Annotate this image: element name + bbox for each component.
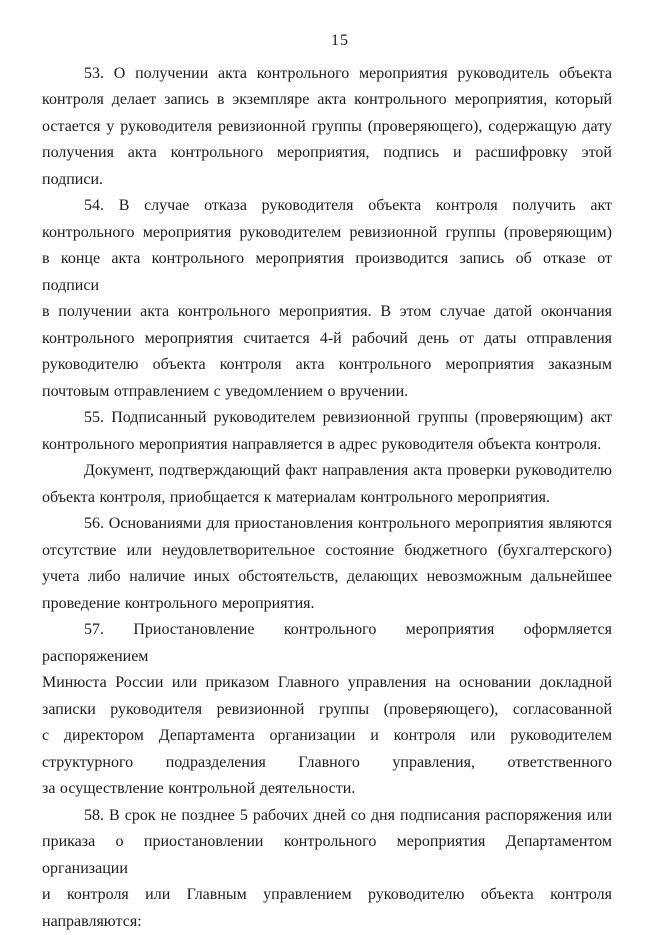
text-line: контрольного мероприятия направляется в адрес руководителя объекта контроля. [42,432,612,459]
document-page [0,28,640,933]
page-number: 15 [20,28,660,55]
text-line: 57. Приостановление контрольного мероприятия оформляется распоряжением [42,617,612,670]
text-line: с директором Департамента организации и контроля или руководителем [42,723,612,750]
text-line: контроля делает запись в экземпляре акта контрольного мероприятия, который [42,87,612,114]
text-line: почтовым отправлением с уведомлением о вручении. [42,379,612,406]
text-line: остается у руководителя ревизионной группы (проверяющего), содержащую дату [42,114,612,141]
paragraph-55-note [42,458,612,511]
text-line: учета либо наличие иных обстоятельств, делающих невозможным дальнейшее [42,564,612,591]
text-line: в получении акта контрольного мероприятия. В этом случае датой окончания [42,299,612,326]
text-line: контрольного мероприятия считается 4-й рабочий день от даты отправления [42,326,612,353]
text-line: 53. О получении акта контрольного мероприятия руководитель объекта [42,61,612,88]
text-line: 58. В срок не позднее 5 рабочих дней со дня подписания распоряжения или [42,803,612,830]
text-line: за осуществление контрольной деятельности. [42,776,612,803]
paragraph-54 [42,193,612,405]
text-line: и контроля или Главным управлением руководителю объекта контроля [42,882,612,909]
paragraph-57 [42,617,612,803]
text-line: приказа о приостановлении контрольного мероприятия Департаментом организации [42,829,612,882]
text-line: направляются: [42,909,612,935]
text-line: записки руководителя ревизионной группы (проверяющего), согласованной [42,697,612,724]
text-line: 56. Основаниями для приостановления контрольного мероприятия являются [42,511,612,538]
paragraph-55 [42,405,612,458]
text-line: 55. Подписанный руководителем ревизионной группы (проверяющим) акт [42,405,612,432]
text-line: Минюста России или приказом Главного управления на основании докладной [42,670,612,697]
paragraph-56 [42,511,612,617]
text-line: проведение контрольного мероприятия. [42,591,612,618]
text-line: руководителю объекта контроля акта контрольного мероприятия заказным [42,352,612,379]
paragraph-58 [42,803,612,935]
text-line: объекта контроля, приобщается к материалам контрольного мероприятия. [42,485,612,512]
text-line: структурного подразделения Главного управления, ответственного [42,750,612,777]
text-line: Документ, подтверждающий факт направления акта проверки руководителю [42,458,612,485]
text-line: получения акта контрольного мероприятия, подпись и расшифровку этой подписи. [42,140,612,193]
text-line: отсутствие или неудовлетворительное состояние бюджетного (бухгалтерского) [42,538,612,565]
text-line: в конце акта контрольного мероприятия производится запись об отказе от подписи [42,246,612,299]
text-line: контрольного мероприятия руководителем ревизионной группы (проверяющим) [42,220,612,247]
paragraph-53 [42,61,612,194]
document-body [0,61,640,935]
text-line: 54. В случае отказа руководителя объекта контроля получить акт [42,193,612,220]
